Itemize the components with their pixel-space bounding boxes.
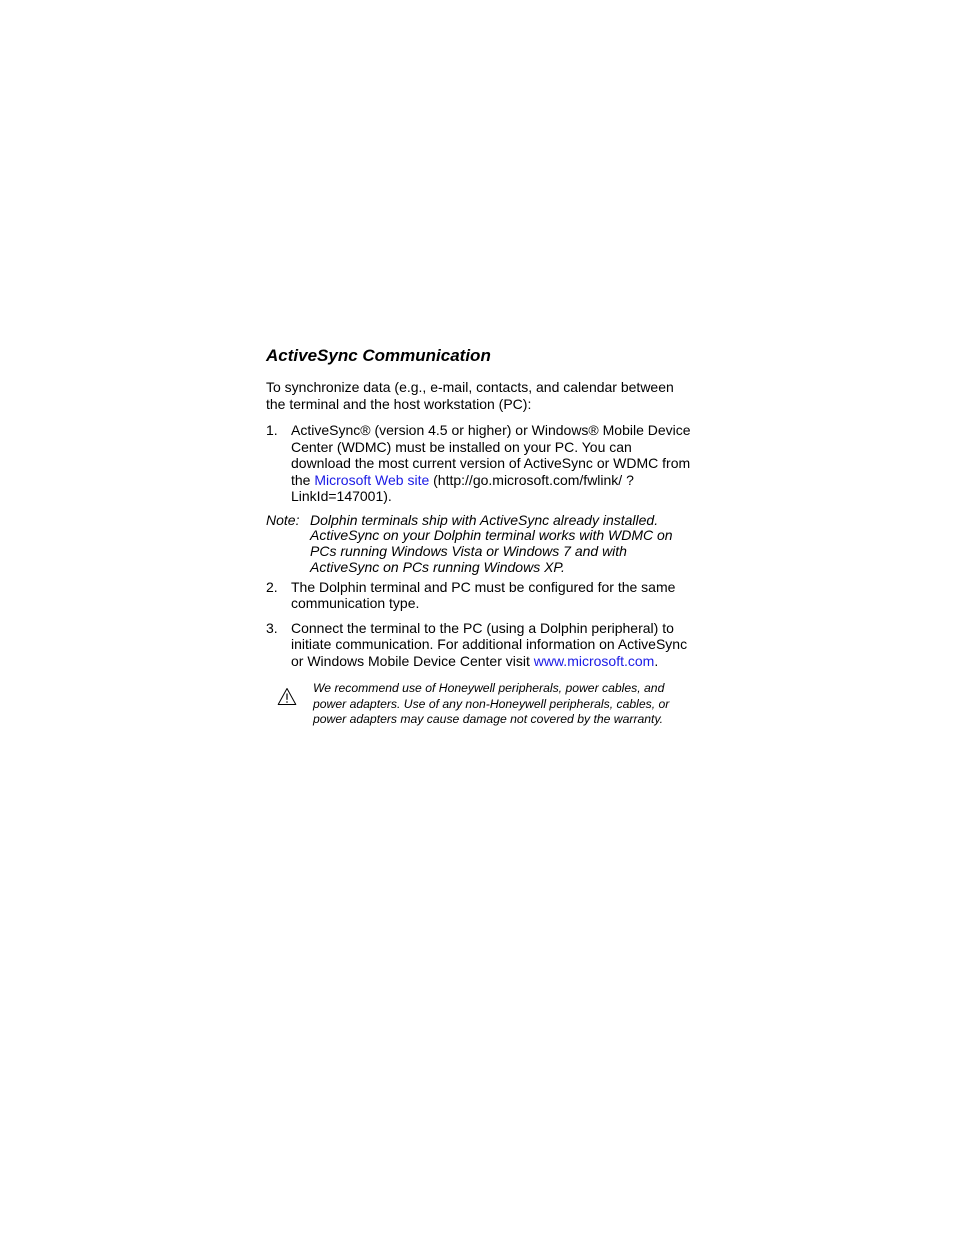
step-text: The Dolphin terminal and PC must be configured for the same communication type. — [291, 578, 676, 612]
step-number: 3. — [266, 619, 278, 636]
intro-paragraph: To synchronize data (e.g., e-mail, contacts, and calendar between the terminal and the host workstation (PC): — [266, 379, 674, 412]
step-3 — [266, 620, 691, 670]
document-content — [266, 345, 691, 728]
step-text-before: ActiveSync® (version 4.5 or higher) or Windows® Mobile Device Center (WDMC) must be installed on your PC. You can download the most current version of ActiveSync or WDMC from the — [291, 422, 691, 488]
note-label: Note: — [266, 511, 300, 528]
microsoft-web-site-link[interactable]: Microsoft Web site — [314, 471, 430, 488]
step-number: 2. — [266, 578, 278, 595]
step-1 — [266, 422, 691, 505]
step-text — [291, 620, 691, 670]
caution-block — [266, 681, 691, 728]
note-text: Dolphin terminals ship with ActiveSync already installed. ActiveSync on your Dolphin terminal works with WDMC on PCs running Windows Vista or Windows 7 and with ActiveSync on PCs running Windows XP. — [310, 511, 673, 575]
microsoft-com-link[interactable]: www.microsoft.com — [533, 652, 655, 669]
note-block — [266, 513, 691, 576]
step-text-before: Connect the terminal to the PC (using a Dolphin peripheral) to initiate communication. For additional information on ActiveSync or Windows Mobile Device Center visit — [291, 619, 688, 669]
step-number: 1. — [266, 422, 278, 438]
step-text — [291, 422, 691, 505]
warning-triangle-icon — [266, 681, 313, 728]
caution-text: We recommend use of Honeywell peripherals, power cables, and power adapters. Use of any non-Honeywell peripherals, cables, or power adapters may cause damage not covered by the warranty. — [313, 681, 670, 727]
step-text-after: . — [654, 652, 659, 669]
step-2 — [266, 579, 691, 612]
section-title: ActiveSync Communication — [266, 346, 491, 365]
step-text-after: (http://go.microsoft.com/fwlink/ ?LinkId=147001). — [291, 471, 634, 504]
